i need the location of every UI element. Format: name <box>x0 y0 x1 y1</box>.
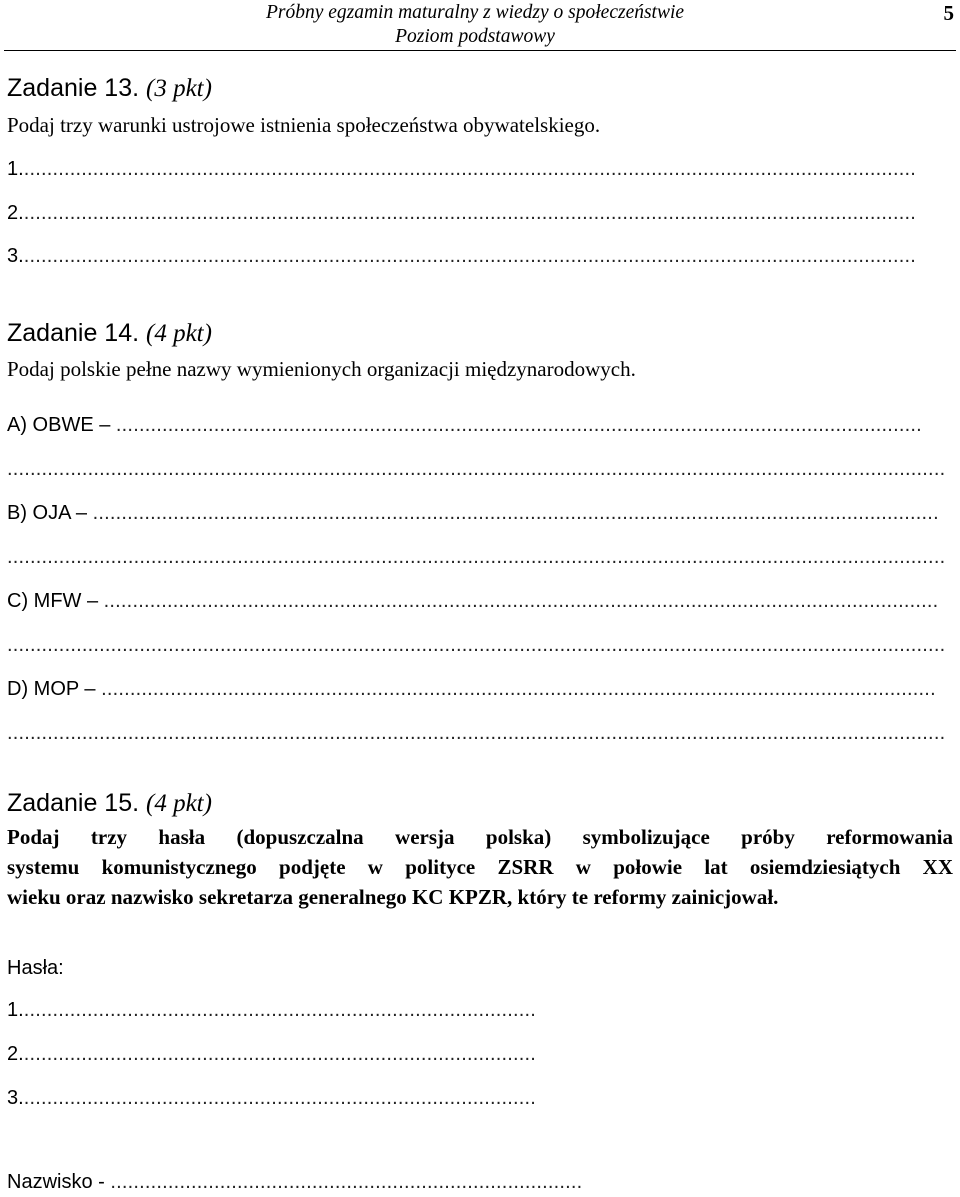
answer-dots: ............................................................................................................................................ <box>115 414 922 436</box>
answer-dots: ................................................................................................................................................. <box>103 590 939 612</box>
task14-answer-c-line2[interactable] <box>7 633 951 657</box>
answer-dots: .................................................................................. <box>110 1171 583 1193</box>
answer-dots: ................................................................................................................................................................... <box>7 722 946 744</box>
answer-number: 3. <box>7 245 24 267</box>
org-label: C) MFW – <box>7 590 99 612</box>
task14-heading <box>7 318 212 349</box>
answer-dots: ........................................................................................................................................................... <box>23 202 916 224</box>
answer-number: 2. <box>7 202 24 224</box>
task14-answer-b-line2[interactable] <box>7 545 951 569</box>
task15-title: Zadanie 15. <box>7 789 140 817</box>
task14-answer-d-line1[interactable] <box>7 677 951 701</box>
task13-title: Zadanie 13. <box>7 74 140 102</box>
task15-instruction <box>7 822 953 912</box>
task14-title: Zadanie 14. <box>7 319 140 347</box>
task15-instruction-line3: wieku oraz nazwisko sekretarza generalnego KC KPZR, który te reformy zainicjował. <box>7 885 779 909</box>
answer-dots: ......................................................................................... <box>23 1087 537 1109</box>
page-number: 5 <box>943 1 954 25</box>
task14-points: (4 pkt) <box>146 320 212 347</box>
answer-dots: ................................................................................................................................................. <box>101 678 936 700</box>
answer-dots: ........................................................................................................................................................... <box>23 158 916 180</box>
task13-instruction: Podaj trzy warunki ustrojowe istnienia społeczeństwa obywatelskiego. <box>7 113 601 137</box>
task15-heading <box>7 788 212 819</box>
header-title: Próbny egzamin maturalny z wiedzy o społeczeństwie <box>265 2 685 23</box>
surname-answer[interactable] <box>7 1170 583 1194</box>
task14-answer-a-line1[interactable] <box>7 413 951 437</box>
answer-number: 2. <box>7 1043 24 1065</box>
slogans-label: Hasła: <box>7 957 64 979</box>
answer-dots: ........................................................................................................................................................... <box>23 245 916 267</box>
org-label: B) OJA – <box>7 502 88 524</box>
slogan-answer-1[interactable] <box>7 998 537 1022</box>
answer-number: 3. <box>7 1087 24 1109</box>
task15-instruction-line1: Podaj trzy hasła (dopuszczalna wersja polska) symbolizujące próby reformowania <box>7 825 953 849</box>
slogan-answer-2[interactable] <box>7 1042 537 1066</box>
task14-answer-b-line1[interactable] <box>7 501 951 525</box>
task13-answer-1[interactable] <box>7 157 916 181</box>
header-rule <box>4 50 956 51</box>
task15-points: (4 pkt) <box>146 790 212 817</box>
task13-heading <box>7 73 212 104</box>
answer-dots: ................................................................................................................................................................... <box>7 458 946 480</box>
answer-dots: ......................................................................................... <box>23 999 537 1021</box>
task15-instruction-line2: systemu komunistycznego podjęte w polityce ZSRR w połowie lat osiemdziesiątych XX <box>7 855 953 879</box>
answer-dots: ......................................................................................... <box>23 1043 537 1065</box>
task14-answer-a-line2[interactable] <box>7 457 951 481</box>
task14-instruction: Podaj polskie pełne nazwy wymienionych organizacji międzynarodowych. <box>7 357 636 381</box>
task13-answer-3[interactable] <box>7 244 916 268</box>
answer-dots: ................................................................................................................................................... <box>92 502 939 524</box>
answer-dots: ................................................................................................................................................................... <box>7 634 946 656</box>
org-label: D) MOP – <box>7 678 96 700</box>
task14-answer-d-line2[interactable] <box>7 721 951 745</box>
surname-label: Nazwisko - <box>7 1171 105 1193</box>
task13-points: (3 pkt) <box>146 75 212 102</box>
slogan-answer-3[interactable] <box>7 1086 537 1110</box>
answer-dots: ................................................................................................................................................................... <box>7 546 946 568</box>
task13-answer-2[interactable] <box>7 201 916 225</box>
task14-answer-c-line1[interactable] <box>7 589 951 613</box>
header-subtitle: Poziom podstawowy <box>395 26 555 47</box>
org-label: A) OBWE – <box>7 414 111 436</box>
answer-number: 1. <box>7 999 24 1021</box>
answer-number: 1. <box>7 158 24 180</box>
